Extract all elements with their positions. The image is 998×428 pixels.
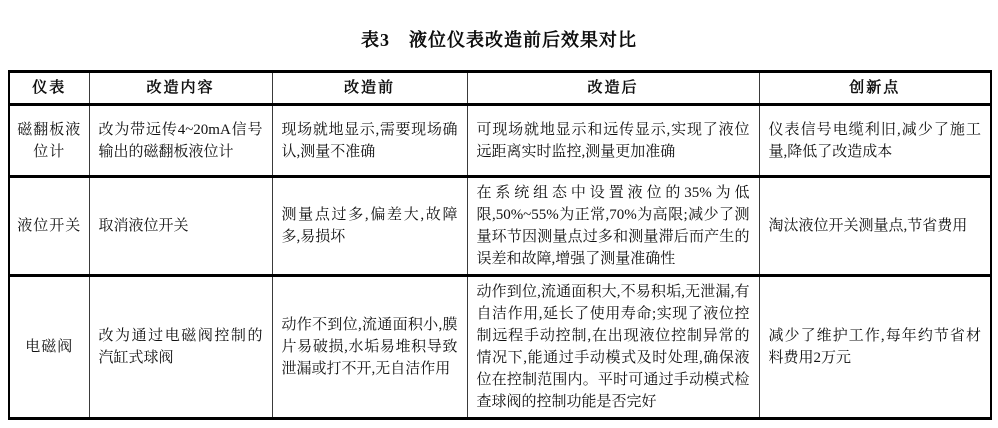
cell-instrument: 液位开关 xyxy=(17,218,82,234)
cell-modification-content: 取消液位开关 xyxy=(89,177,272,276)
table-row xyxy=(9,105,991,177)
table-caption: 表3 液位仪表改造前后效果对比 xyxy=(361,30,637,50)
table-row xyxy=(9,276,991,419)
cell-before: 测量点过多,偏差大,故障多,易损坏 xyxy=(272,177,467,276)
cell-after: 可现场就地显示和远传显示,实现了液位远距离实时监控,测量更加准确 xyxy=(467,105,759,177)
cell-instrument: 电磁阀 xyxy=(25,339,74,355)
cell-innovation: 淘汰液位开关测量点,节省费用 xyxy=(759,177,991,276)
cell-modification-content: 改为通过电磁阀控制的汽缸式球阀 xyxy=(89,276,272,419)
column-header-before: 改造前 xyxy=(272,72,467,105)
cell-modification-content: 改为带远传4~20mA信号输出的磁翻板液位计 xyxy=(89,105,272,177)
cell-innovation: 减少了维护工作,每年约节省材料费用2万元 xyxy=(759,276,991,419)
table-row xyxy=(9,177,991,276)
cell-before: 动作不到位,流通面积小,膜片易破损,水垢易堆积导致泄漏或打不开,无自洁作用 xyxy=(272,276,467,419)
cell-after: 动作到位,流通面积大,不易积垢,无泄漏,有自洁作用,延长了使用寿命;实现了液位控制远程手动控制,在出现液位控制异常的情况下,能通过手动模式及时处理,确保液位在控制范围内。平时可通过手动模式检查球阀的控制功能是否完好 xyxy=(467,276,759,419)
column-header-instrument: 仪表 xyxy=(9,72,89,105)
table-header-row xyxy=(9,72,991,105)
cell-instrument: 磁翻板液位计 xyxy=(17,121,82,160)
comparison-table xyxy=(8,70,992,420)
column-header-after: 改造后 xyxy=(467,72,759,105)
column-header-modification-content: 改造内容 xyxy=(89,72,272,105)
cell-after: 在系统组态中设置液位的35%为低限,50%~55%为正常,70%为高限;减少了测量环节因测量点过多和测量滞后而产生的误差和故障,增强了测量准确性 xyxy=(467,177,759,276)
cell-before: 现场就地显示,需要现场确认,测量不准确 xyxy=(272,105,467,177)
cell-innovation: 仪表信号电缆利旧,减少了施工量,降低了改造成本 xyxy=(759,105,991,177)
column-header-innovation: 创新点 xyxy=(759,72,991,105)
